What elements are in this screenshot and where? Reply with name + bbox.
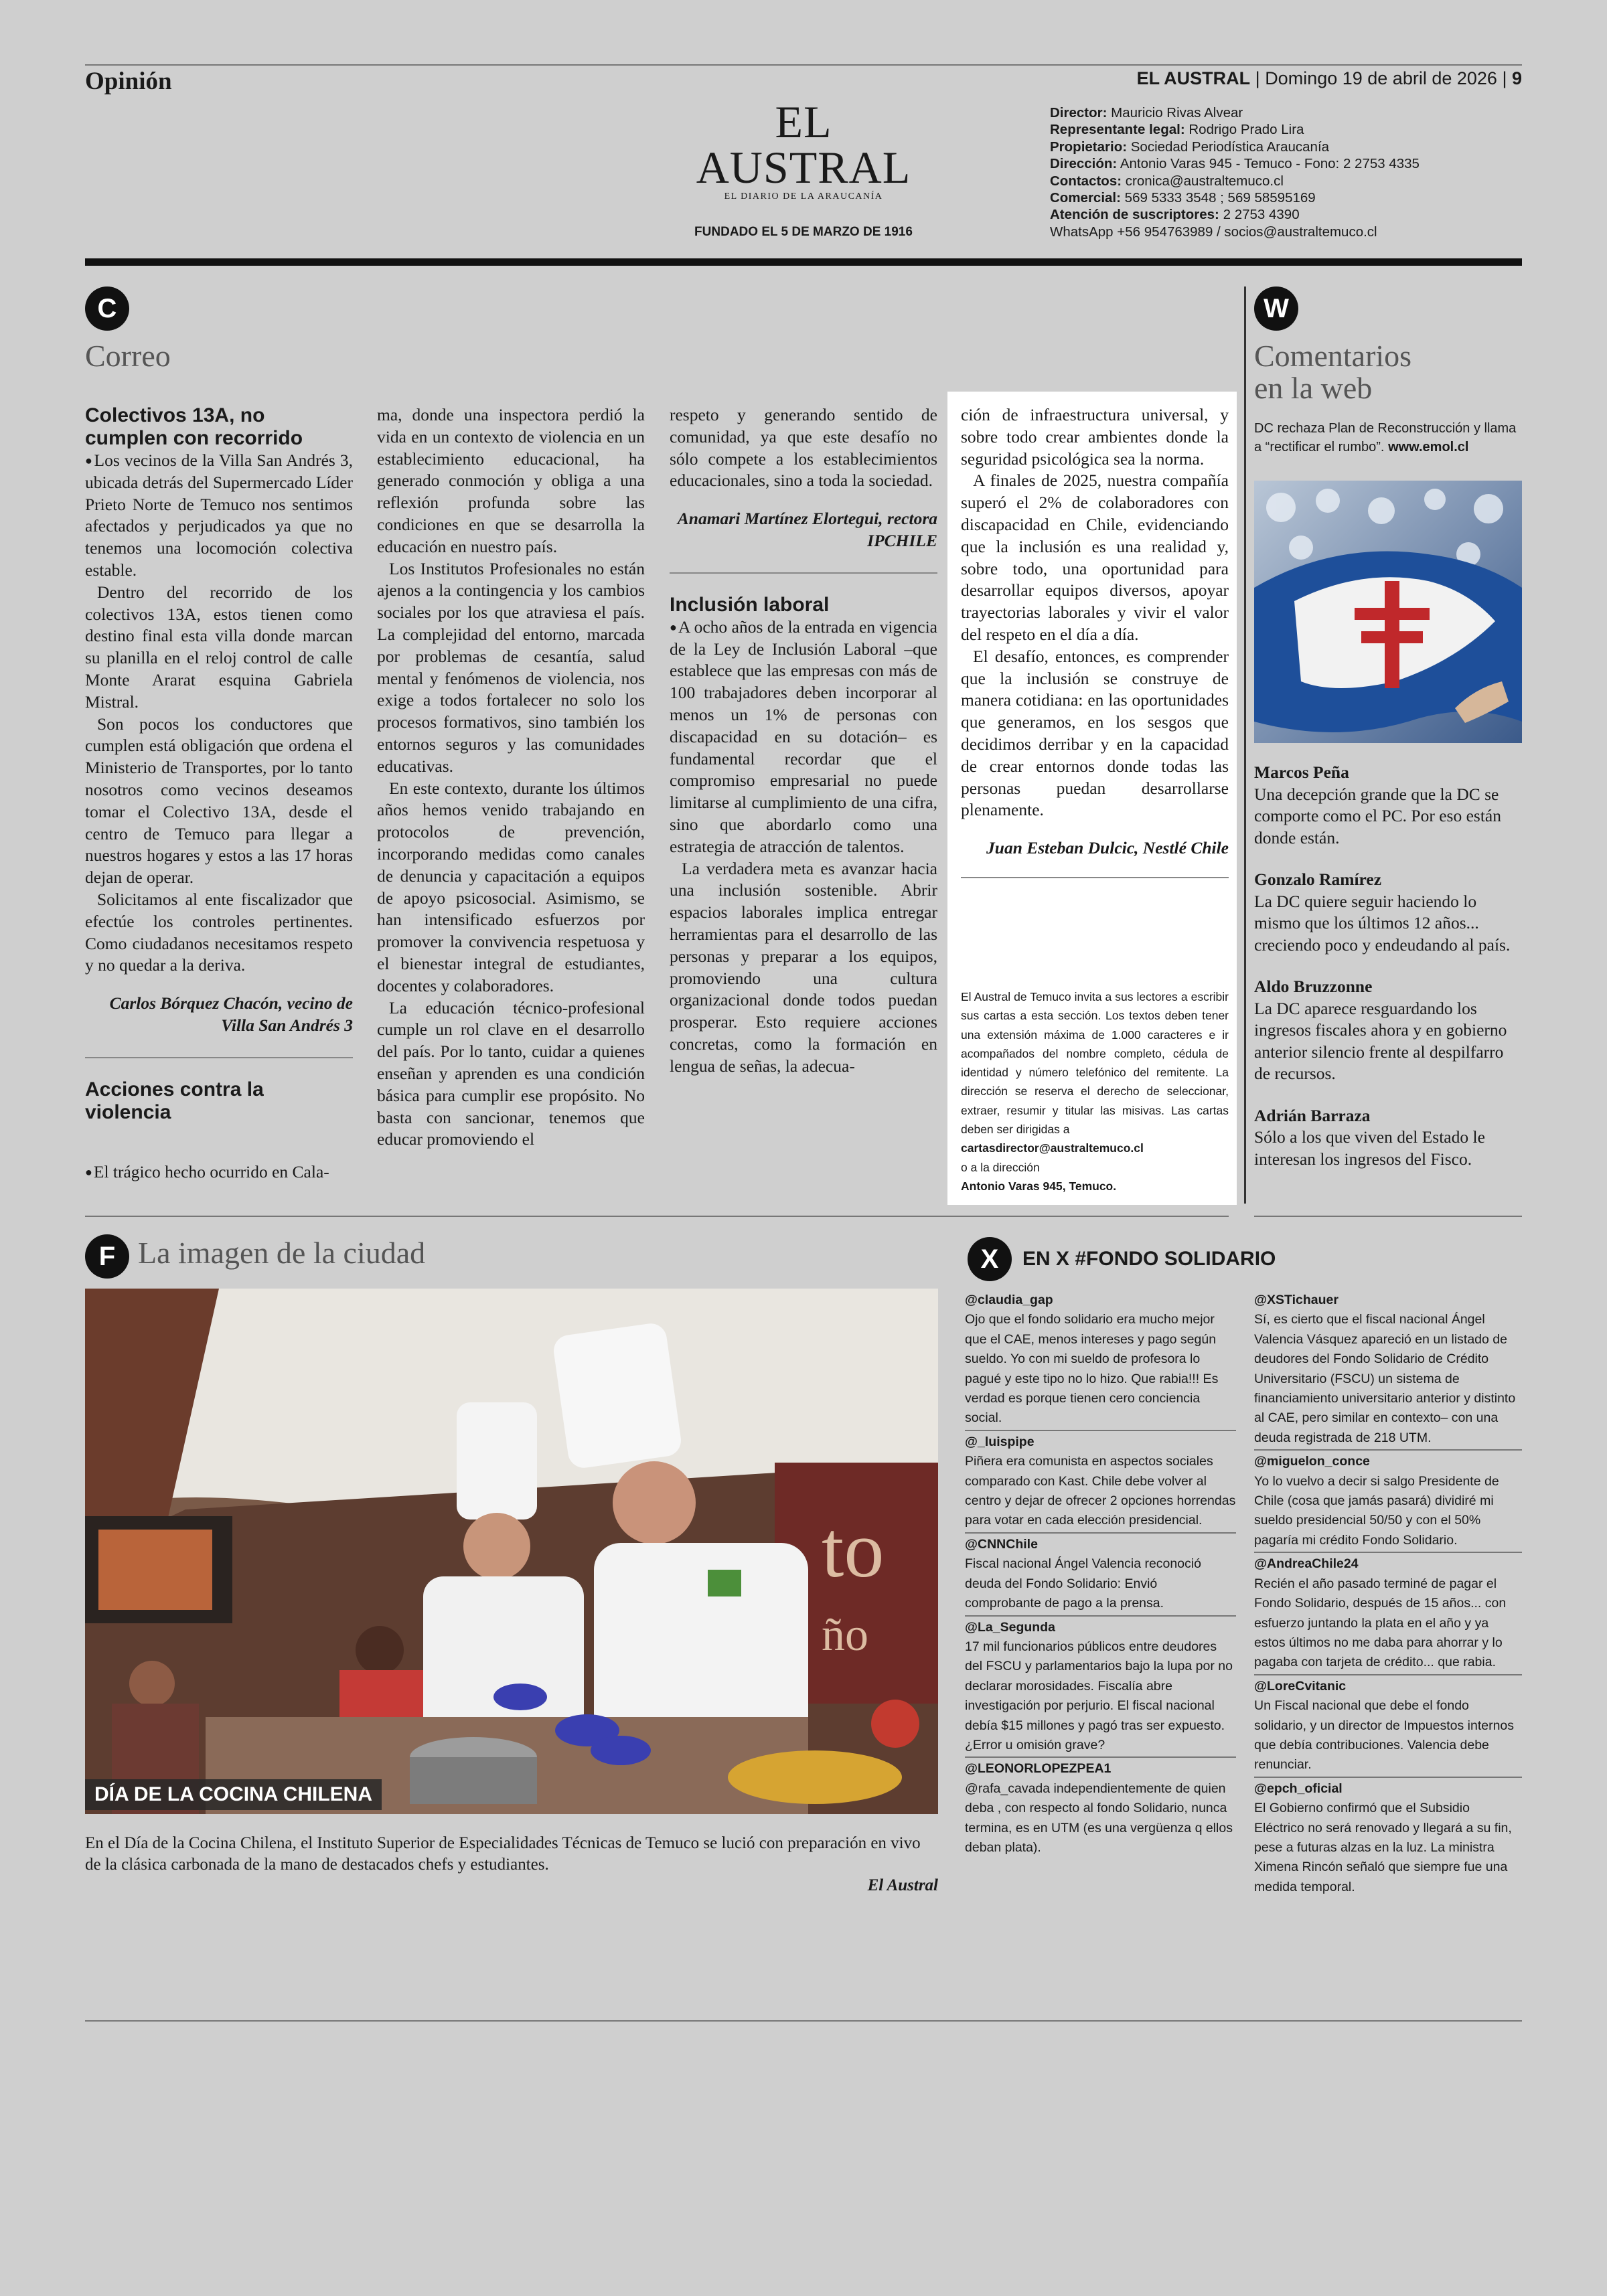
masthead-line (1050, 189, 1425, 206)
comment-text: Sólo a los que viven del Estado le interesan los ingresos del Fisco. (1254, 1127, 1485, 1169)
imagen-badge: F (85, 1234, 129, 1279)
comment-name: Gonzalo Ramírez (1254, 870, 1382, 889)
masthead-value: Antonio Varas 945 - Temuco - Fono: 2 2753 4335 (1120, 156, 1420, 172)
web-lead-link[interactable]: www.emol.cl (1388, 440, 1469, 455)
masthead-value: Sociedad Periodística Araucanía (1130, 139, 1330, 155)
tweet-text: Sí, es cierto que el fiscal nacional Ángel Valencia Vásquez apareció en un listado de deudores del Fondo Solidario de Crédito Universitario (FSCU) un sistema de financiamiento universitario anterior y distinto al CAE, pero similar en contexto– con una deuda registrada de 218 UTM. (1254, 1312, 1516, 1445)
notice-or: o a la dirección (961, 1160, 1040, 1174)
masthead-value: 569 5333 3548 ; 569 58595169 (1124, 190, 1316, 206)
x-badge: X (968, 1237, 1012, 1281)
letter3-headline: Inclusión laboral (670, 593, 830, 616)
logo-founded: FUNDADO EL 5 DE MARZO DE 1916 (694, 225, 913, 239)
letter-divider (961, 877, 1229, 878)
tweet-handle[interactable]: @AndreaChile24 (1254, 1556, 1359, 1572)
section-rule-left (85, 1216, 1229, 1217)
web-title-line2: en la web (1254, 371, 1373, 406)
photo-caption: En el Día de la Cocina Chilena, el Instituto Superior de Especialidades Técnicas de Temuco se lució con preparación en vivo de la clásica carbonada de la mano de destacados chefs y estudiantes. (85, 1834, 921, 1874)
svg-text:to: to (822, 1505, 885, 1594)
thick-header-rule (85, 258, 1522, 266)
tweet-handle[interactable]: @XSTichauer (1254, 1293, 1338, 1307)
folio: EL AUSTRAL | Domingo 19 de abril de 2026 | 9 (1136, 68, 1522, 88)
letter1-p1 (85, 450, 353, 582)
letter1-headline: Colectivos 13A, no cumplen con recorrido (85, 404, 303, 449)
letter1-p1-text: Los vecinos de la Villa San Andrés 3, ubicada detrás del Supermercado Líder Prieto Norte de Temuco nos sentimos afectados y perjudicados ya que no tenemos una locomoción colectiva estable. (85, 450, 353, 580)
letter3-p4: El desafío, entonces, es comprender que la inclusión se construye de manera cotidiana: en las oportunidades que generamos, en los sesgos que decidimos derribar y en la capacidad de crear entornos donde todas las personas puedan desarrollarse plenamente. (961, 646, 1229, 820)
folio-date: Domingo 19 de abril de 2026 (1265, 68, 1497, 88)
masthead (1050, 104, 1425, 240)
masthead-key: Comercial: (1050, 190, 1121, 206)
tweet-text: Un Fiscal nacional que debe el fondo solidario, y un director de Impuestos internos que debía contribuciones. Valencia debe renunciar. (1254, 1698, 1515, 1773)
web-title-line1: Comentarios (1254, 339, 1412, 373)
tweet-divider (965, 1615, 1236, 1617)
masthead-line (1050, 224, 1425, 240)
comment-text: Una decepción grande que la DC se comporte como el PC. Por eso están donde están. (1254, 784, 1501, 847)
tweet-text: El Gobierno confirmó que el Subsidio Eléctrico no será renovado y llegará a su fin, pese a futuras alzas en la luz. La ministra Ximena Rincón señaló que siempre fue una medida temporal. (1254, 1801, 1512, 1894)
tweet-divider (965, 1756, 1236, 1758)
masthead-key: Director: (1050, 105, 1107, 120)
masthead-key: Atención de suscriptores: (1050, 207, 1219, 223)
imagen-title: La imagen de la ciudad (138, 1236, 426, 1270)
masthead-line (1050, 155, 1425, 172)
tweet-text: Fiscal nacional Ángel Valencia reconoció deuda del Fondo Solidario: Envió comprobante de pago a la prensa. (965, 1556, 1202, 1611)
masthead-value: 2 2753 4390 (1223, 207, 1300, 223)
web-lead-text: DC rechaza Plan de Reconstrucción y llama a “rectificar el rumbo”. (1254, 421, 1517, 455)
masthead-value: Rodrigo Prado Lira (1189, 122, 1304, 138)
letters-col-2b (377, 404, 645, 1151)
web-comments (1254, 762, 1522, 1170)
tweet-text: Piñera era comunista en aspectos sociales comparado con Kast. Chile debe volver al centro y dejar de ofrecer 2 opciones horrendas para votar en cada elección presidencial. (965, 1454, 1236, 1528)
letter2-p4: La educación técnico-profesional cumple un rol clave en el desarrollo del país. Por lo tanto, cuidar a quienes enseñan y aprenden es una condición básica para cumplir ese propósito. No basta con sancionar, tenemos que educar promoviendo el (377, 997, 645, 1149)
comment-name: Marcos Peña (1254, 762, 1349, 782)
letter-divider (670, 572, 937, 574)
letter-divider (85, 1057, 353, 1058)
letters-col-1 (85, 404, 353, 1124)
masthead-line (1050, 173, 1425, 189)
letter3-p1 (670, 617, 937, 858)
tweet-handle[interactable]: @miguelon_conce (1254, 1454, 1370, 1469)
photo-overlay-label: DÍA DE LA COCINA CHILENA (85, 1779, 382, 1810)
x-col-left (965, 1291, 1236, 1858)
tweet-divider (965, 1532, 1236, 1534)
tweet-text: 17 mil funcionarios públicos entre deudores del FSCU y parlamentarios bajo la lupa por no declarar morosidades. Fiscalía abre investigación por perjurio. El fiscal nacional debía $15 millones y pagó tras ser expuesto. ¿Error u omisión grave? (965, 1639, 1233, 1752)
letter2-signature: Anamari Martínez Elortegui, rectora IPCHILE (677, 509, 937, 550)
masthead-line (1050, 121, 1425, 138)
letter1-p2: Dentro del recorrido de los colectivos 13A, estos tienen como destino final esta villa donde marcan su planilla en el reloj control de calle Monte Ararat esquina Gabriela Mistral. (85, 582, 353, 712)
bottom-rule (85, 2020, 1522, 2022)
masthead-value: cronica@australtemuco.cl (1125, 173, 1284, 189)
tweet-divider (1254, 1449, 1522, 1451)
tweet-divider (1254, 1674, 1522, 1675)
column-vertical-rule (1244, 286, 1246, 1204)
tweet-handle[interactable]: @La_Segunda (965, 1619, 1055, 1635)
masthead-key: Contactos: (1050, 173, 1122, 189)
web-badge: W (1254, 286, 1298, 331)
tweet-divider (965, 1430, 1236, 1431)
web-photo (1254, 481, 1522, 743)
folio-paper: EL AUSTRAL (1136, 68, 1251, 88)
letter3-p2-end: ción de infraestructura universal, y sobre todo crear ambientes donde la seguridad psicológica sea la norma. (961, 405, 1229, 469)
tweet-handle[interactable]: @_luispipe (965, 1434, 1035, 1449)
letters-notice (961, 987, 1229, 1196)
masthead-key: Dirección: (1050, 156, 1118, 172)
folio-page: 9 (1511, 68, 1522, 88)
correo-badge: C (85, 286, 129, 331)
notice-text: El Austral de Temuco invita a sus lectores a escribir sus cartas a esta sección. Los textos deben tener una extensión máxima de 1.000 caracteres e ir acompañados del nombre completo, cédula de identidad y número telefónico del remitente. La dirección se reserva el derecho de seleccionar, extraer, resumir y titular las misivas. Las cartas deben ser dirigidas a (961, 990, 1229, 1137)
masthead-line (1050, 206, 1425, 223)
masthead-key: Propietario: (1050, 139, 1128, 155)
tweet-handle[interactable]: @claudia_gap (965, 1293, 1053, 1307)
tweet-handle[interactable]: @epch_oficial (1254, 1781, 1343, 1796)
section-rule-right (1254, 1216, 1522, 1217)
city-photo (85, 1289, 938, 1814)
masthead-line (1050, 104, 1425, 121)
tweet-handle[interactable]: @LEONORLOPEZPEA1 (965, 1761, 1112, 1777)
tweet-handle[interactable]: @LoreCvitanic (1254, 1678, 1347, 1694)
correo-title: Correo (85, 339, 171, 373)
tweet-text: Ojo que el fondo solidario era mucho mejor que el CAE, menos intereses y pago según sueldo. Yo con mi sueldo de profesora lo pagué y este tipo no lo hizo. Que rabia!!! Es verdad es porque tienen cero conciencia social. (965, 1312, 1219, 1426)
letter2-p4-end: respeto y generando sentido de comunidad, ya que este desafío no sólo compete a los establecimientos educacionales, sino a toda la sociedad. (670, 405, 937, 491)
tweet-divider (1254, 1552, 1522, 1553)
masthead-value: WhatsApp +56 954763989 / socios@australtemuco.cl (1050, 224, 1377, 240)
logo-tagline: EL DIARIO DE LA ARAUCANÍA (724, 191, 883, 201)
web-lead (1254, 419, 1522, 457)
letters-col-3 (670, 404, 937, 1078)
notice-email[interactable]: cartasdirector@australtemuco.cl (961, 1141, 1144, 1155)
flag-photo-illustration (1254, 481, 1522, 743)
tweet-divider (1254, 1777, 1522, 1778)
photo-credit: El Austral (867, 1876, 938, 1894)
notice-address: Antonio Varas 945, Temuco. (961, 1179, 1117, 1193)
section-label: Opinión (85, 68, 172, 95)
letters-col-2 (85, 1161, 353, 1183)
masthead-value: Mauricio Rivas Alvear (1111, 105, 1243, 120)
letters-col-4 (961, 404, 1229, 878)
letter2-p3: En este contexto, durante los últimos años hemos venido trabajando en protocolos de prevención, incorporando medidas como canales de denuncia y capacitación a equipos de apoyo psicosocial. Asimismo, se han intensificado esfuerzos por promover la convivencia respetuosa y el bienestar integral de estudiantes, docentes y colaboradores. (377, 778, 645, 995)
comment-name: Aldo Bruzzonne (1254, 977, 1373, 996)
letter2-p1-start: ● El trágico hecho ocurrido en Cala- (85, 1161, 353, 1183)
svg-text:ño: ño (822, 1609, 868, 1661)
letter2-headline: Acciones contra la violencia (85, 1078, 264, 1123)
tweet-text: Yo lo vuelvo a decir si salgo Presidente de Chile (cosa que jamás pasará) dividiré mi sueldo presidencial 50/50 y con el 50% pagaría mi crédito Fondo Solidario. (1254, 1473, 1499, 1548)
comment-text: La DC quiere seguir haciendo lo mismo que los últimos 12 años... creciendo poco y endeudando al país. (1254, 891, 1511, 955)
tweet-text: @rafa_cavada independientemente de quien deba , con respecto al fondo Solidario, nunca termina, es en UTM (es una vergüenza q ellos deban plata). (965, 1781, 1233, 1855)
letter1-p3: Son pocos los conductores que cumplen está obligación que ordena el Ministerio de Transportes, por lo tanto nosotros como vecinos deseamos tomar el Colectivo 13A, desde el centro de Temuco para llegar a nuestros hogares y estos a las 17 horas dejan de operar. (85, 714, 353, 888)
web-title (1254, 340, 1411, 405)
masthead-key: Representante legal: (1050, 122, 1185, 138)
logo-name: EL AUSTRAL (696, 96, 911, 193)
letter3-p1-text: A ocho años de la entrada en vigencia de la Ley de Inclusión Laboral –que establece que las empresas con más de 100 trabajadores deben incorporar al menos un 1% de personas con discapacidad en su dotación– es fundamental recordar que el compromiso empresarial no puede limitarse al cumplimiento de una cifra, sino que abordarlo como una estrategia de atracción de talentos. (670, 617, 937, 856)
newspaper-logo (670, 96, 937, 240)
comment-text: La DC aparece resguardando los ingresos fiscales ahora y en gobierno anterior silencio frente al despilfarro de recursos. (1254, 998, 1507, 1083)
letter3-p3: A finales de 2025, nuestra compañía superó el 2% de colaboradores con discapacidad en Chile, evidenciando que la inclusión es una realidad y, sobre todo, una oportunidad para desarrollar equipos diversos, apoyar trayectorias laborales y vivir el valor del respeto en el día a día. (961, 471, 1229, 644)
letter1-p4: Solicitamos al ente fiscalizador que efectúe los controles pertinentes. Como ciudadanos necesitamos respeto y no quedar a la deriva. (85, 889, 353, 975)
masthead-line (1050, 139, 1425, 155)
letter2-p1-rest: ma, donde una inspectora perdió la vida en un contexto de violencia en un establecimiento educacional, ha generado conmoción y obliga a una reflexión profunda sobre las condiciones en que se desarrolla la educación en nuestro país. (377, 405, 645, 556)
x-col-right (1254, 1291, 1522, 1897)
x-title: EN X #FONDO SOLIDARIO (1022, 1248, 1276, 1270)
letter3-signature: Juan Esteban Dulcic, Nestlé Chile (986, 838, 1229, 858)
tweet-text: Recién el año pasado terminé de pagar el Fondo Solidario, después de 15 años... con esfuerzo juntando la plata en el año y ya estos últimos no me daba para ahorrar y lo pagaba con tarjeta de crédito... que rabia. (1254, 1576, 1507, 1670)
letter1-signature: Carlos Bórquez Chacón, vecino de Villa San Andrés 3 (109, 993, 353, 1035)
tweet-handle[interactable]: @CNNChile (965, 1536, 1038, 1552)
letter3-p2-start: La verdadera meta es avanzar hacia una inclusión sostenible. Abrir espacios laborales implica entregar herramientas para el desarrollo de las personas y preparar a los equipos, promoviendo una cultura organizacional donde todos puedan prosperar. Esto requiere acciones concretas, como la formación en lengua de señas, la adecua- (670, 858, 937, 1076)
top-thin-rule (85, 64, 1522, 66)
letter2-p2: Los Institutos Profesionales no están ajenos a la contingencia y los cambios sociales por los que atraviesa el país. La complejidad del entorno, marcada por problemas de cesantía, salud mental y fenómenos de violencia, nos exige a todos fortalecer no solo los procesos formativos, sino también los entornos seguros y las comunidades educativas. (377, 558, 645, 776)
comment-name: Adrián Barraza (1254, 1105, 1371, 1125)
chefs-photo-illustration (85, 1289, 938, 1814)
